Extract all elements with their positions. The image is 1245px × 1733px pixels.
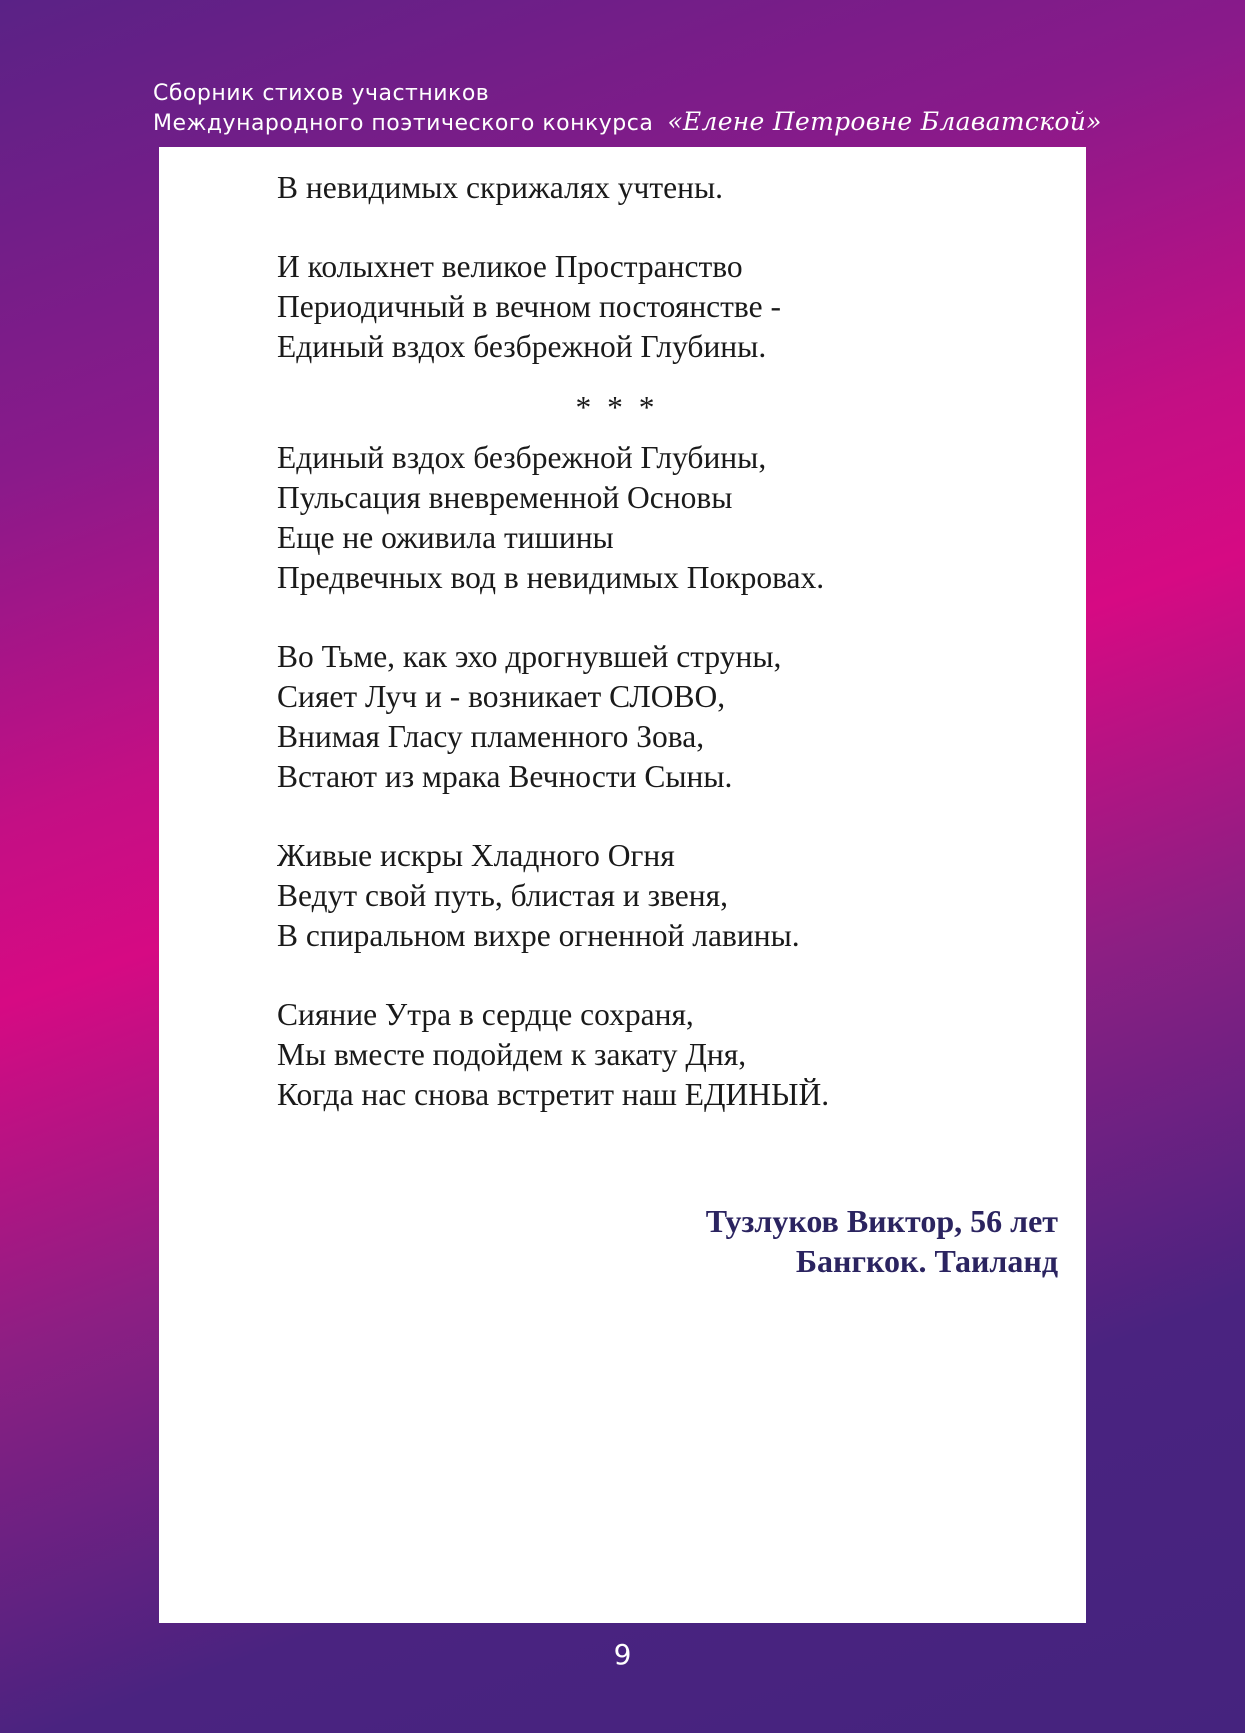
stanza-1 — [277, 168, 1037, 208]
stanza-6 — [277, 995, 1037, 1115]
verse-line: Ведут свой путь, блистая и звеня, — [277, 878, 728, 913]
verse-line: Когда нас снова встретит наш ЕДИНЫЙ. — [277, 1077, 830, 1112]
stanza-2 — [277, 247, 1037, 367]
verse-line: Предвечных вод в невидимых Покровах. — [277, 560, 825, 595]
author-signature — [706, 1201, 1058, 1281]
verse-line: Сияет Луч и - возникает СЛОВО, — [277, 679, 726, 714]
section-separator: * * * — [575, 390, 659, 425]
header-contest-label: Международного поэтического конкурса — [153, 111, 654, 136]
header-collection-title: Сборник стихов участников — [153, 81, 490, 106]
verse-line: И колыхнет великое Пространство — [277, 249, 743, 284]
verse-line: Периодичный в вечном постоянстве - — [277, 289, 781, 324]
author-location: Бангкок. Таиланд — [795, 1243, 1058, 1279]
verse-line: Встают из мрака Вечности Сыны. — [277, 759, 733, 794]
header-contest-line — [153, 108, 1153, 138]
verse-line: Пульсация вневременной Основы — [277, 480, 733, 515]
verse-line: Внимая Гласу пламенного Зова, — [277, 719, 705, 754]
verse-line: Мы вместе подойдем к закату Дня, — [277, 1037, 747, 1072]
author-name: Тузлуков Виктор, 56 лет — [705, 1203, 1058, 1239]
stanza-4 — [277, 637, 1037, 797]
verse-line: Еще не оживила тишины — [277, 520, 614, 555]
page-sheet — [159, 147, 1086, 1623]
page-number: 9 — [613, 1638, 632, 1671]
verse-line: Единый вздох безбрежной Глубины, — [277, 440, 767, 475]
verse-line: Во Тьме, как эхо дрогнувшей струны, — [277, 639, 782, 674]
verse-line: Сияние Утра в сердце сохраня, — [277, 997, 694, 1032]
verse-line: Единый вздох безбрежной Глубины. — [277, 329, 767, 364]
header-contest-name: «Елене Петровне Блаватской» — [667, 107, 1102, 136]
verse-line: Живые искры Хладного Огня — [277, 838, 675, 873]
verse-line: В спиральном вихре огненной лавины. — [277, 918, 800, 953]
poem — [277, 168, 1037, 1154]
verse-line: В невидимых скрижалях учтены. — [277, 170, 724, 205]
stanza-3 — [277, 438, 1037, 598]
page-header — [153, 80, 1153, 138]
stanza-5 — [277, 836, 1037, 956]
